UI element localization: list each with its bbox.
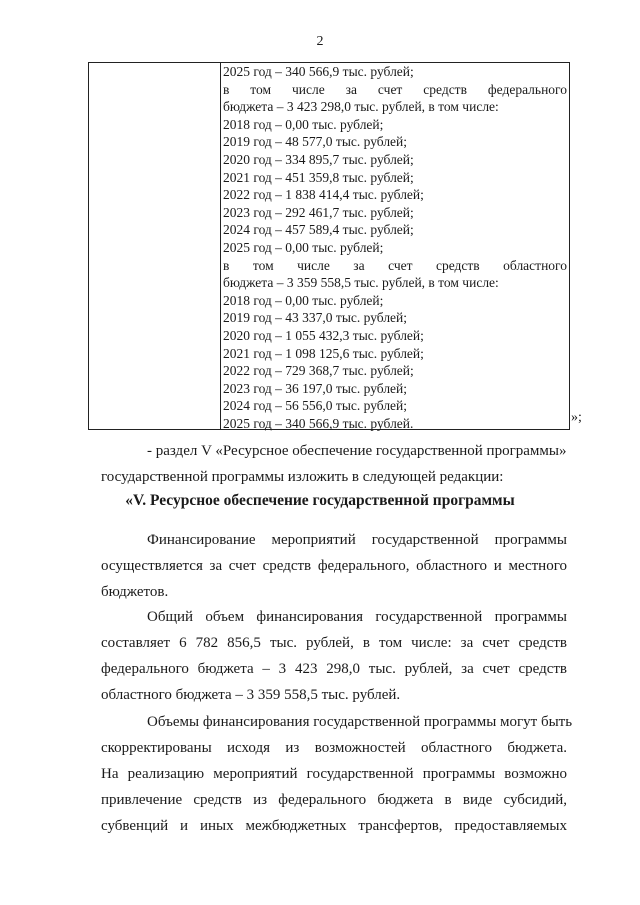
table-line: 2019 год – 48 577,0 тыс. рублей; xyxy=(223,134,408,150)
table-line: 2018 год – 0,00 тыс. рублей; xyxy=(223,116,384,132)
paragraph-line: субвенций и иных межбюджетных трансфертов, предоставляемых xyxy=(101,818,567,834)
paragraph-line: привлечение средств из федерального бюджета в виде субсидий, xyxy=(101,792,567,808)
intro-text: - раздел V «Ресурсное обеспечение государственной программы» xyxy=(147,443,567,459)
table-line: 2024 год – 457 589,4 тыс. рублей; xyxy=(223,222,414,238)
table-left-cell xyxy=(89,63,221,429)
paragraph-line: скорректированы исходя из возможностей областного бюджета. xyxy=(101,740,567,756)
table-right-cell xyxy=(221,63,569,429)
intro-line-1 xyxy=(147,438,567,464)
table-line: 2022 год – 729 368,7 тыс. рублей; xyxy=(223,363,414,379)
table-line: 2025 год – 340 566,9 тыс. рублей. xyxy=(223,415,414,431)
paragraph-line: Общий объем финансирования государственной программы xyxy=(147,609,567,625)
table-line: в том числе за счет средств областного xyxy=(223,257,567,273)
table-line: 2022 год – 1 838 414,4 тыс. рублей; xyxy=(223,187,424,203)
section-heading: «V. Ресурсное обеспечение государственной программы xyxy=(125,492,515,509)
table-line: бюджета – 3 359 558,5 тыс. рублей, в том числе: xyxy=(223,275,499,291)
table-line: 2020 год – 334 895,7 тыс. рублей; xyxy=(223,151,414,167)
table-line: 2025 год – 340 566,9 тыс. рублей; xyxy=(223,64,414,79)
budget-table xyxy=(88,62,570,430)
table-line: в том числе за счет средств федерального xyxy=(223,81,567,97)
paragraph-line: Финансирование мероприятий государственной программы xyxy=(147,532,567,548)
table-line: 2020 год – 1 055 432,3 тыс. рублей; xyxy=(223,327,424,343)
page-number: 2 xyxy=(316,34,324,49)
table-line: 2025 год – 0,00 тыс. рублей; xyxy=(223,239,384,255)
paragraph-adjustment xyxy=(101,709,573,839)
paragraph-line: бюджетов. xyxy=(101,584,169,600)
intro-text: государственной программы изложить в следующей редакции: xyxy=(101,469,504,485)
paragraph-line: осуществляется за счет средств федерального, областного и местного xyxy=(101,558,567,574)
intro-line-2 xyxy=(101,464,567,490)
table-closing-quote: »; xyxy=(571,410,582,425)
table-line: бюджета – 3 423 298,0 тыс. рублей, в том числе: xyxy=(223,99,499,115)
table-line: 2021 год – 1 098 125,6 тыс. рублей; xyxy=(223,345,424,361)
paragraph-line: Объемы финансирования государственной программы могут быть xyxy=(147,714,573,730)
paragraph-line: областного бюджета – 3 359 558,5 тыс. рублей. xyxy=(101,687,401,703)
table-line: 2024 год – 56 556,0 тыс. рублей; xyxy=(223,398,408,414)
table-line: 2021 год – 451 359,8 тыс. рублей; xyxy=(223,169,414,185)
paragraph-line: составляет 6 782 856,5 тыс. рублей, в том числе: за счет средств xyxy=(101,635,567,651)
table-line: 2023 год – 36 197,0 тыс. рублей; xyxy=(223,380,408,396)
table-line: 2019 год – 43 337,0 тыс. рублей; xyxy=(223,310,408,326)
paragraph-total-volume xyxy=(101,604,567,708)
paragraph-line: федерального бюджета – 3 423 298,0 тыс. рублей, за счет средств xyxy=(101,661,567,677)
paragraph-line: На реализацию мероприятий государственной программы возможно xyxy=(101,766,567,782)
table-line: 2018 год – 0,00 тыс. рублей; xyxy=(223,292,384,308)
paragraph-financing xyxy=(101,527,567,605)
table-line: 2023 год – 292 461,7 тыс. рублей; xyxy=(223,204,414,220)
